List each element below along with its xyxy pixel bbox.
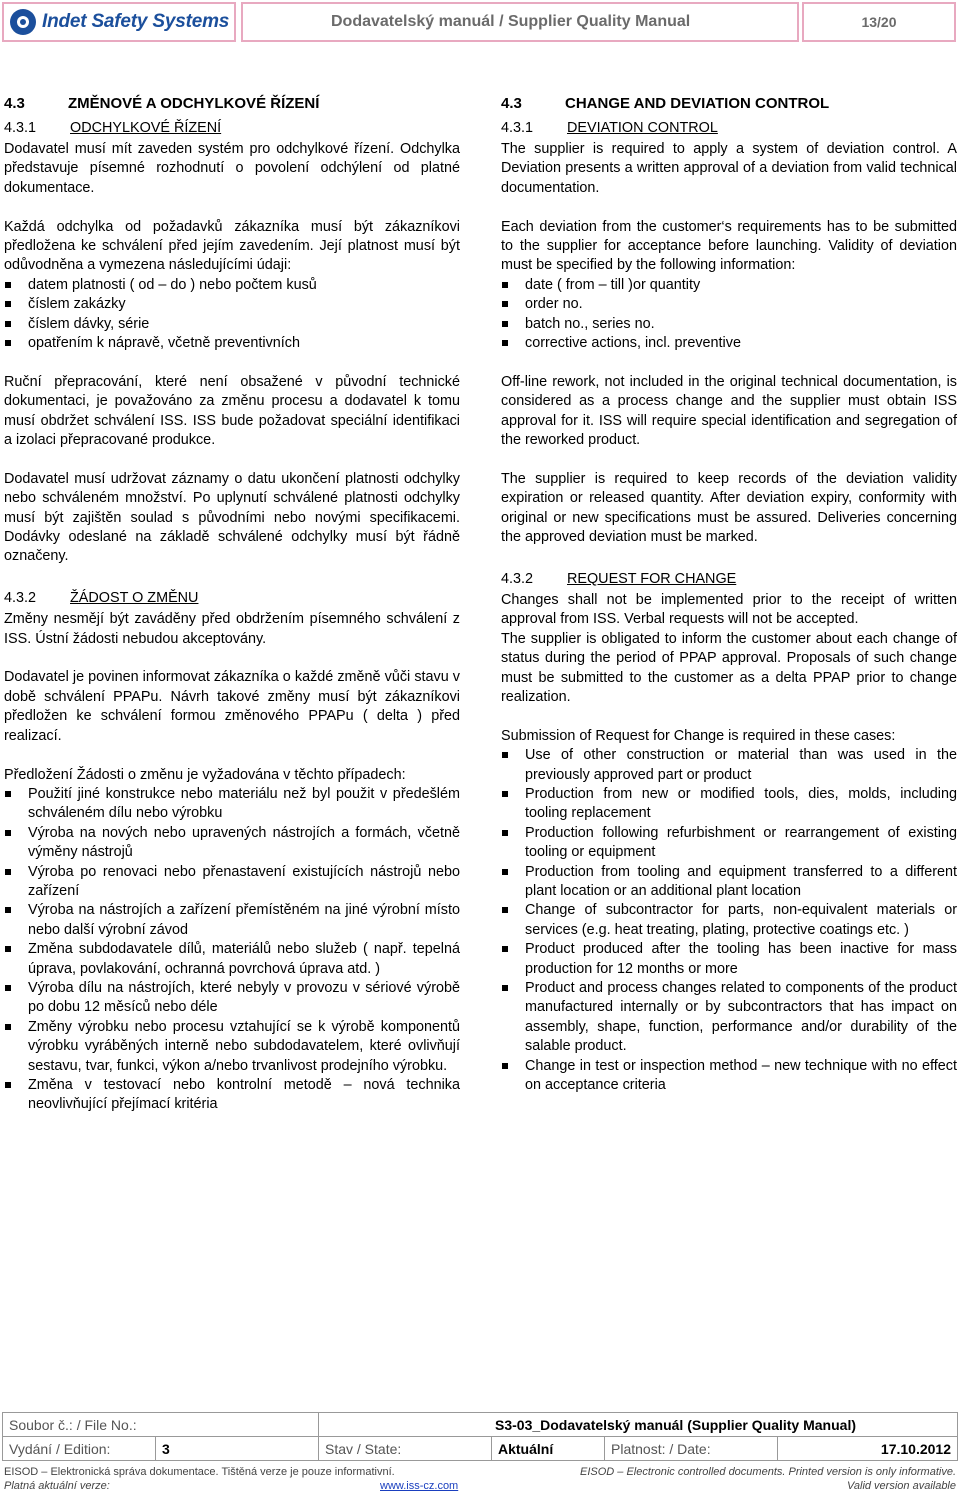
bullet-list [4, 785, 460, 1115]
paragraph: Dodavatel musí udržovat záznamy o datu ukončení platnosti odchylky nebo schváleném množství. Po uplynutí schválené platnosti odchylky musí být zajištěn soulad s původními nebo novými specifikacemi. Dodávky odeslané na základě schválené odchylky musí být řádně označeny. [4, 470, 460, 565]
state-value: Aktuální [492, 1437, 605, 1461]
section-heading [501, 92, 957, 116]
subsection-title: ODCHYLKOVÉ ŘÍZENÍ [70, 120, 222, 136]
company-logo-icon [10, 9, 36, 35]
list-item: Změna v testovací nebo kontrolní metodě – nová technika neovlivňující přejímací kritéria [4, 1076, 460, 1115]
list-item: Use of other construction or material than was used in the previously approved part or product [501, 746, 957, 785]
subsection-number: 4.3.1 [4, 120, 37, 136]
validity-value: 17.10.2012 [778, 1437, 958, 1461]
subsection-title: DEVIATION CONTROL [567, 120, 718, 136]
file-number-value: S3-03_Dodavatelský manuál (Supplier Quality Manual) [319, 1413, 958, 1437]
section-number: 4.3 [501, 95, 522, 112]
list-item: Výroba po renovaci nebo přenastavení existujících nástrojů nebo zařízení [4, 863, 460, 902]
document-title-box [241, 2, 799, 42]
page-number-box [802, 2, 956, 42]
paragraph: Submission of Request for Change is required in these cases: [501, 727, 896, 744]
paragraph: Dodavatel je povinen informovat zákazníka o každé změně vůči stavu v době schválení PPAPu. Návrh takové změny musí být zákazníkovi předložen ke schválení formou změnového PPAPu ( delta ) před realizací. [4, 669, 460, 744]
file-number-label: Soubor č.: / File No.: [3, 1413, 319, 1437]
paragraph: Each deviation from the customer‘s requirements has to be submitted to the supplier for acceptance before launching. Validity of deviation must be specified by the following information: [501, 218, 957, 274]
paragraph: Dodavatel musí mít zaveden systém pro odchylkové řízení. Odchylka představuje písemné rozhodnutí o povolení odchýlení od platné dokumentace. [4, 141, 460, 196]
paragraph: The supplier is required to apply a system of deviation control. A Deviation presents a written approval of a deviation from valid technical documentation. [501, 141, 957, 196]
edition-label: Vydání / Edition: [3, 1437, 156, 1461]
list-item: Production from tooling and equipment transferred to a different plant location or an additional plant location [501, 863, 957, 902]
list-item: datem platnosti ( od – do ) nebo počtem kusů [4, 276, 460, 295]
page-header [0, 0, 960, 46]
document-info-table [2, 1412, 958, 1461]
logo [2, 2, 236, 42]
section-title: ZMĚNOVÉ A ODCHYLKOVÉ ŘÍZENÍ [68, 95, 320, 112]
list-item: Změny výrobku nebo procesu vztahující se k výrobě komponentů výrobku vyráběných interně nebo subdodavatelem, které ovlivňují sestavu, tvar, funkci, výkon a/nebo trvanlivost prodejního výrobku. [4, 1018, 460, 1076]
subsection-number: 4.3.2 [501, 570, 534, 587]
subsection-title: ŽÁDOST O ZMĚNU [70, 590, 199, 607]
section-number: 4.3 [4, 95, 25, 112]
list-item: Výroba na nástrojích a zařízení přemístěném na jiné výrobní místo nebo další výrobní závod [4, 901, 460, 940]
validity-label: Platnost: / Date: [605, 1437, 778, 1461]
page-number: 13/20 [861, 14, 897, 30]
list-item: batch no., series no. [501, 315, 957, 334]
list-item: číslem zakázky [4, 295, 460, 314]
paragraph: The supplier is required to keep records of the deviation validity expiration or released quantity. After deviation expiry, conformity with original or new specifications must be assured. Deliveries concerning the approved deviation must be marked. [501, 470, 957, 546]
paragraph: The supplier is obligated to inform the customer about each change of status during the period of PPAP approval. Proposals of such change must be submitted to the customer as a delta PPAP prior to change realization. [501, 630, 957, 705]
website-link[interactable]: www.iss-cz.com [380, 1480, 459, 1492]
list-item: date ( from – till )or quantity [501, 276, 957, 295]
list-item: číslem dávky, série [4, 315, 460, 334]
document-title: Dodavatelský manuál / Supplier Quality Manual [331, 13, 691, 30]
section-title: CHANGE AND DEVIATION CONTROL [565, 95, 830, 112]
list-item: opatřením k nápravě, včetně preventivních [4, 334, 460, 353]
page-footer [0, 1412, 960, 1492]
czech-column [4, 92, 460, 1115]
list-item: Změna subdodavatele dílů, materiálů nebo služeb ( např. tepelná úprava, povlakování, ochranná povrchová úprava atd. ) [4, 940, 460, 979]
bullet-list [4, 276, 460, 354]
valid-version-label-english: Valid version available [846, 1480, 956, 1492]
list-item: Production following refurbishment or rearrangement of existing tooling or equipment [501, 824, 957, 863]
list-item: Product and process changes related to components of the product manufactured internally or by subcontractors that has impact on assembly, shape, function, performance and/or durability of the salable product. [501, 979, 957, 1057]
list-item: Výroba na nových nebo upravených nástrojích a formách, včetně výměny nástrojů [4, 824, 460, 863]
section-heading [4, 92, 460, 116]
list-item: Change in test or inspection method – new technique with no effect on acceptance criteria [501, 1057, 957, 1096]
subsection-number: 4.3.1 [501, 120, 534, 136]
list-item: corrective actions, incl. preventive [501, 334, 957, 353]
subsection-number: 4.3.2 [4, 590, 37, 607]
valid-version-label-czech: Platná aktuální verze: [4, 1480, 110, 1492]
paragraph: Changes shall not be implemented prior to the receipt of written approval from ISS. Verbal requests will not be accepted. [501, 591, 957, 628]
subsection-heading [501, 567, 957, 591]
bullet-list [501, 746, 957, 1095]
footer-note-czech: EISOD – Elektronická správa dokumentace. Tištěná verze je pouze informativní. [4, 1466, 395, 1478]
subsection-title: REQUEST FOR CHANGE [567, 570, 737, 587]
paragraph: Off-line rework, not included in the original technical documentation, is considered as a process change and the supplier must obtain ISS approval for it. ISS will require special identification and segregation of the reworked product. [501, 373, 957, 449]
list-item: Výroba dílu na nástrojích, které nebyly v provozu v sériové výrobě po dobu 12 měsíců nebo déle [4, 979, 460, 1018]
paragraph: Předložení Žádosti o změnu je vyžadována v těchto případech: [4, 766, 406, 783]
logo-text: Indet Safety Systems [42, 11, 230, 32]
list-item: order no. [501, 295, 957, 314]
list-item: Change of subcontractor for parts, non-equivalent materials or services (e.g. heat treating, plating, protective coatings etc. ) [501, 901, 957, 940]
list-item: Použití jiné konstrukce nebo materiálu než byl použit v předešlém schváleném dílu nebo výrobku [4, 785, 460, 824]
list-item: Product produced after the tooling has been inactive for mass production for 12 months or more [501, 940, 957, 979]
list-item: Production from new or modified tools, dies, molds, including tooling replacement [501, 785, 957, 824]
bullet-list [501, 276, 957, 354]
edition-value: 3 [156, 1437, 319, 1461]
subsection-heading [4, 586, 460, 610]
paragraph: Každá odchylka od požadavků zákazníka musí být zákazníkovi předložena ke schválení před jejím zavedením. Její platnost musí být odůvodněna a vymezena následujícími údaji: [4, 218, 460, 274]
state-label: Stav / State: [319, 1437, 492, 1461]
paragraph: Ruční přepracování, které není obsažené v původní technické dokumentaci, je považováno za změnu procesu a dodavatel k tomu musí obdržet schválení ISS. ISS bude požadovat speciální identifikaci a izolaci přepracované produkce. [4, 373, 460, 449]
english-column [501, 92, 957, 1095]
subsection-heading [501, 116, 957, 140]
footer-note-english: EISOD – Electronic controlled documents. Printed version is only informative. [580, 1466, 956, 1478]
paragraph: Změny nesmějí být zaváděny před obdržením písemného schválení z ISS. Ústní žádosti nebudou akceptovány. [4, 611, 460, 647]
subsection-heading [4, 116, 460, 140]
